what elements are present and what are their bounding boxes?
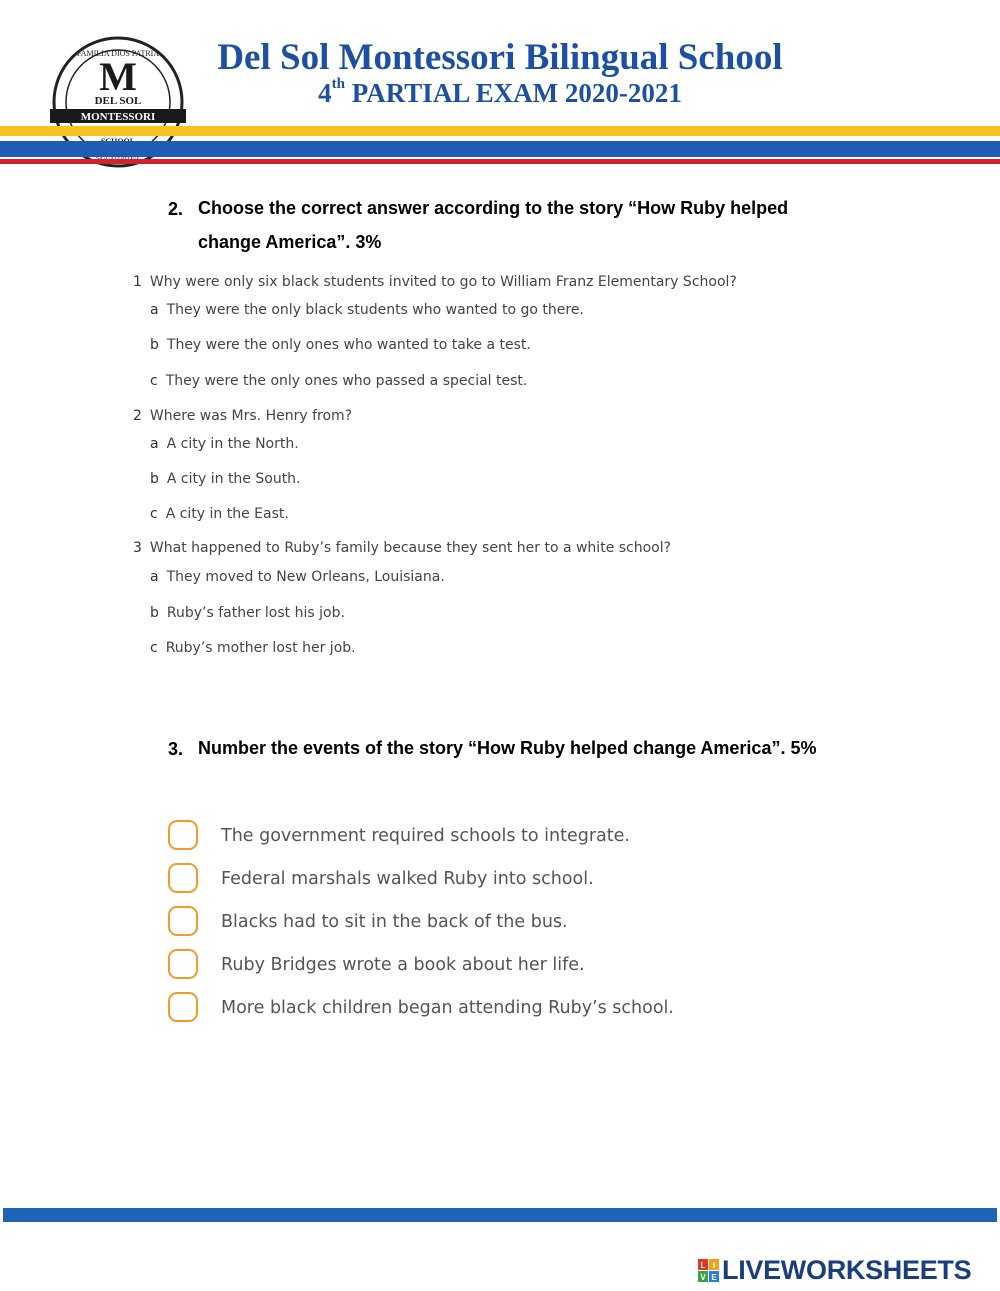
option-letter: a [150,569,159,585]
event-5: More black children began attending Ruby’s school. [221,998,674,1018]
option-letter: b [150,605,159,621]
event-number-box[interactable] [168,949,198,979]
option-text: They were the only ones who wanted to take a test. [166,337,531,353]
option-text: Ruby’s mother lost her job. [165,640,356,656]
q1-option-c[interactable] [150,373,527,389]
question-text: Why were only six black students invited to go to William Franz Elementary School? [149,274,737,290]
question-text: Where was Mrs. Henry from? [149,408,353,424]
header-stripe-blue [0,141,1000,157]
event-number-box[interactable] [168,906,198,936]
logo-letter: M [99,54,137,99]
q3-option-b[interactable] [150,605,345,621]
event-3: Blacks had to sit in the back of the bus. [221,912,568,932]
event-4: Ruby Bridges wrote a book about her life. [221,955,585,975]
q3-option-c[interactable] [150,640,356,656]
option-letter: a [150,302,159,318]
event-number-box[interactable] [168,992,198,1022]
option-text: Ruby’s father lost his job. [166,605,345,621]
section2-instruction: Choose the correct answer according to the story “How Ruby helped change America”. 3% [198,198,789,252]
logo-line1: DEL SOL [94,95,142,107]
option-letter: b [150,337,159,353]
badge-letter: V [700,1273,706,1282]
option-letter: a [150,436,159,452]
header-stripe-yellow [0,126,1000,136]
header-stripe-red [0,159,1000,164]
event-number-box[interactable] [168,863,198,893]
section2-number: 2. [168,199,184,219]
footer-bar [3,1208,997,1222]
event-1: The government required schools to integrate. [221,826,630,846]
question-2 [133,408,352,424]
exam-title [0,78,1000,109]
liveworksheets-badge-icon [698,1259,720,1283]
event-number-box[interactable] [168,820,198,850]
exam-sup: th [331,76,346,92]
q3-option-a[interactable] [150,569,445,585]
option-text: They moved to New Orleans, Louisiana. [166,569,445,585]
event-2: Federal marshals walked Ruby into school. [221,869,594,889]
question-number: 3 [133,540,142,556]
section3-instruction: Number the events of the story “How Ruby helped change America”. 5% [198,738,817,758]
liveworksheets-brand[interactable]: LIVEWORKSHEETS [722,1255,972,1285]
question-1 [133,274,737,290]
badge-letter: E [711,1273,717,1282]
q1-option-b[interactable] [150,337,531,353]
option-text: They were the only black students who wanted to go there. [166,302,584,318]
q2-option-c[interactable] [150,506,289,522]
badge-letter: L [700,1261,706,1270]
question-number: 1 [133,274,142,290]
exam-rest: PARTIAL EXAM 2020-2021 [351,78,682,108]
badge-letter: I [712,1261,716,1270]
option-text: A city in the South. [166,471,301,487]
logo-line2: MONTESSORI [80,111,156,123]
option-letter: c [150,640,158,656]
q1-option-a[interactable] [150,302,584,318]
school-name: Del Sol Montessori Bilingual School [217,37,783,78]
option-letter: b [150,471,159,487]
exam-num: 4 [318,78,332,108]
option-text: They were the only ones who passed a special test. [165,373,528,389]
q2-option-b[interactable] [150,471,301,487]
option-letter: c [150,373,158,389]
option-letter: c [150,506,158,522]
question-text: What happened to Ruby’s family because they sent her to a white school? [149,540,672,556]
q2-option-a[interactable] [150,436,299,452]
section3-number: 3. [168,739,184,759]
question-3 [133,540,671,556]
question-number: 2 [133,408,142,424]
option-text: A city in the North. [166,436,299,452]
logo-arc-text: FAMILIA DIOS PATRIA [76,49,160,58]
option-text: A city in the East. [165,506,289,522]
